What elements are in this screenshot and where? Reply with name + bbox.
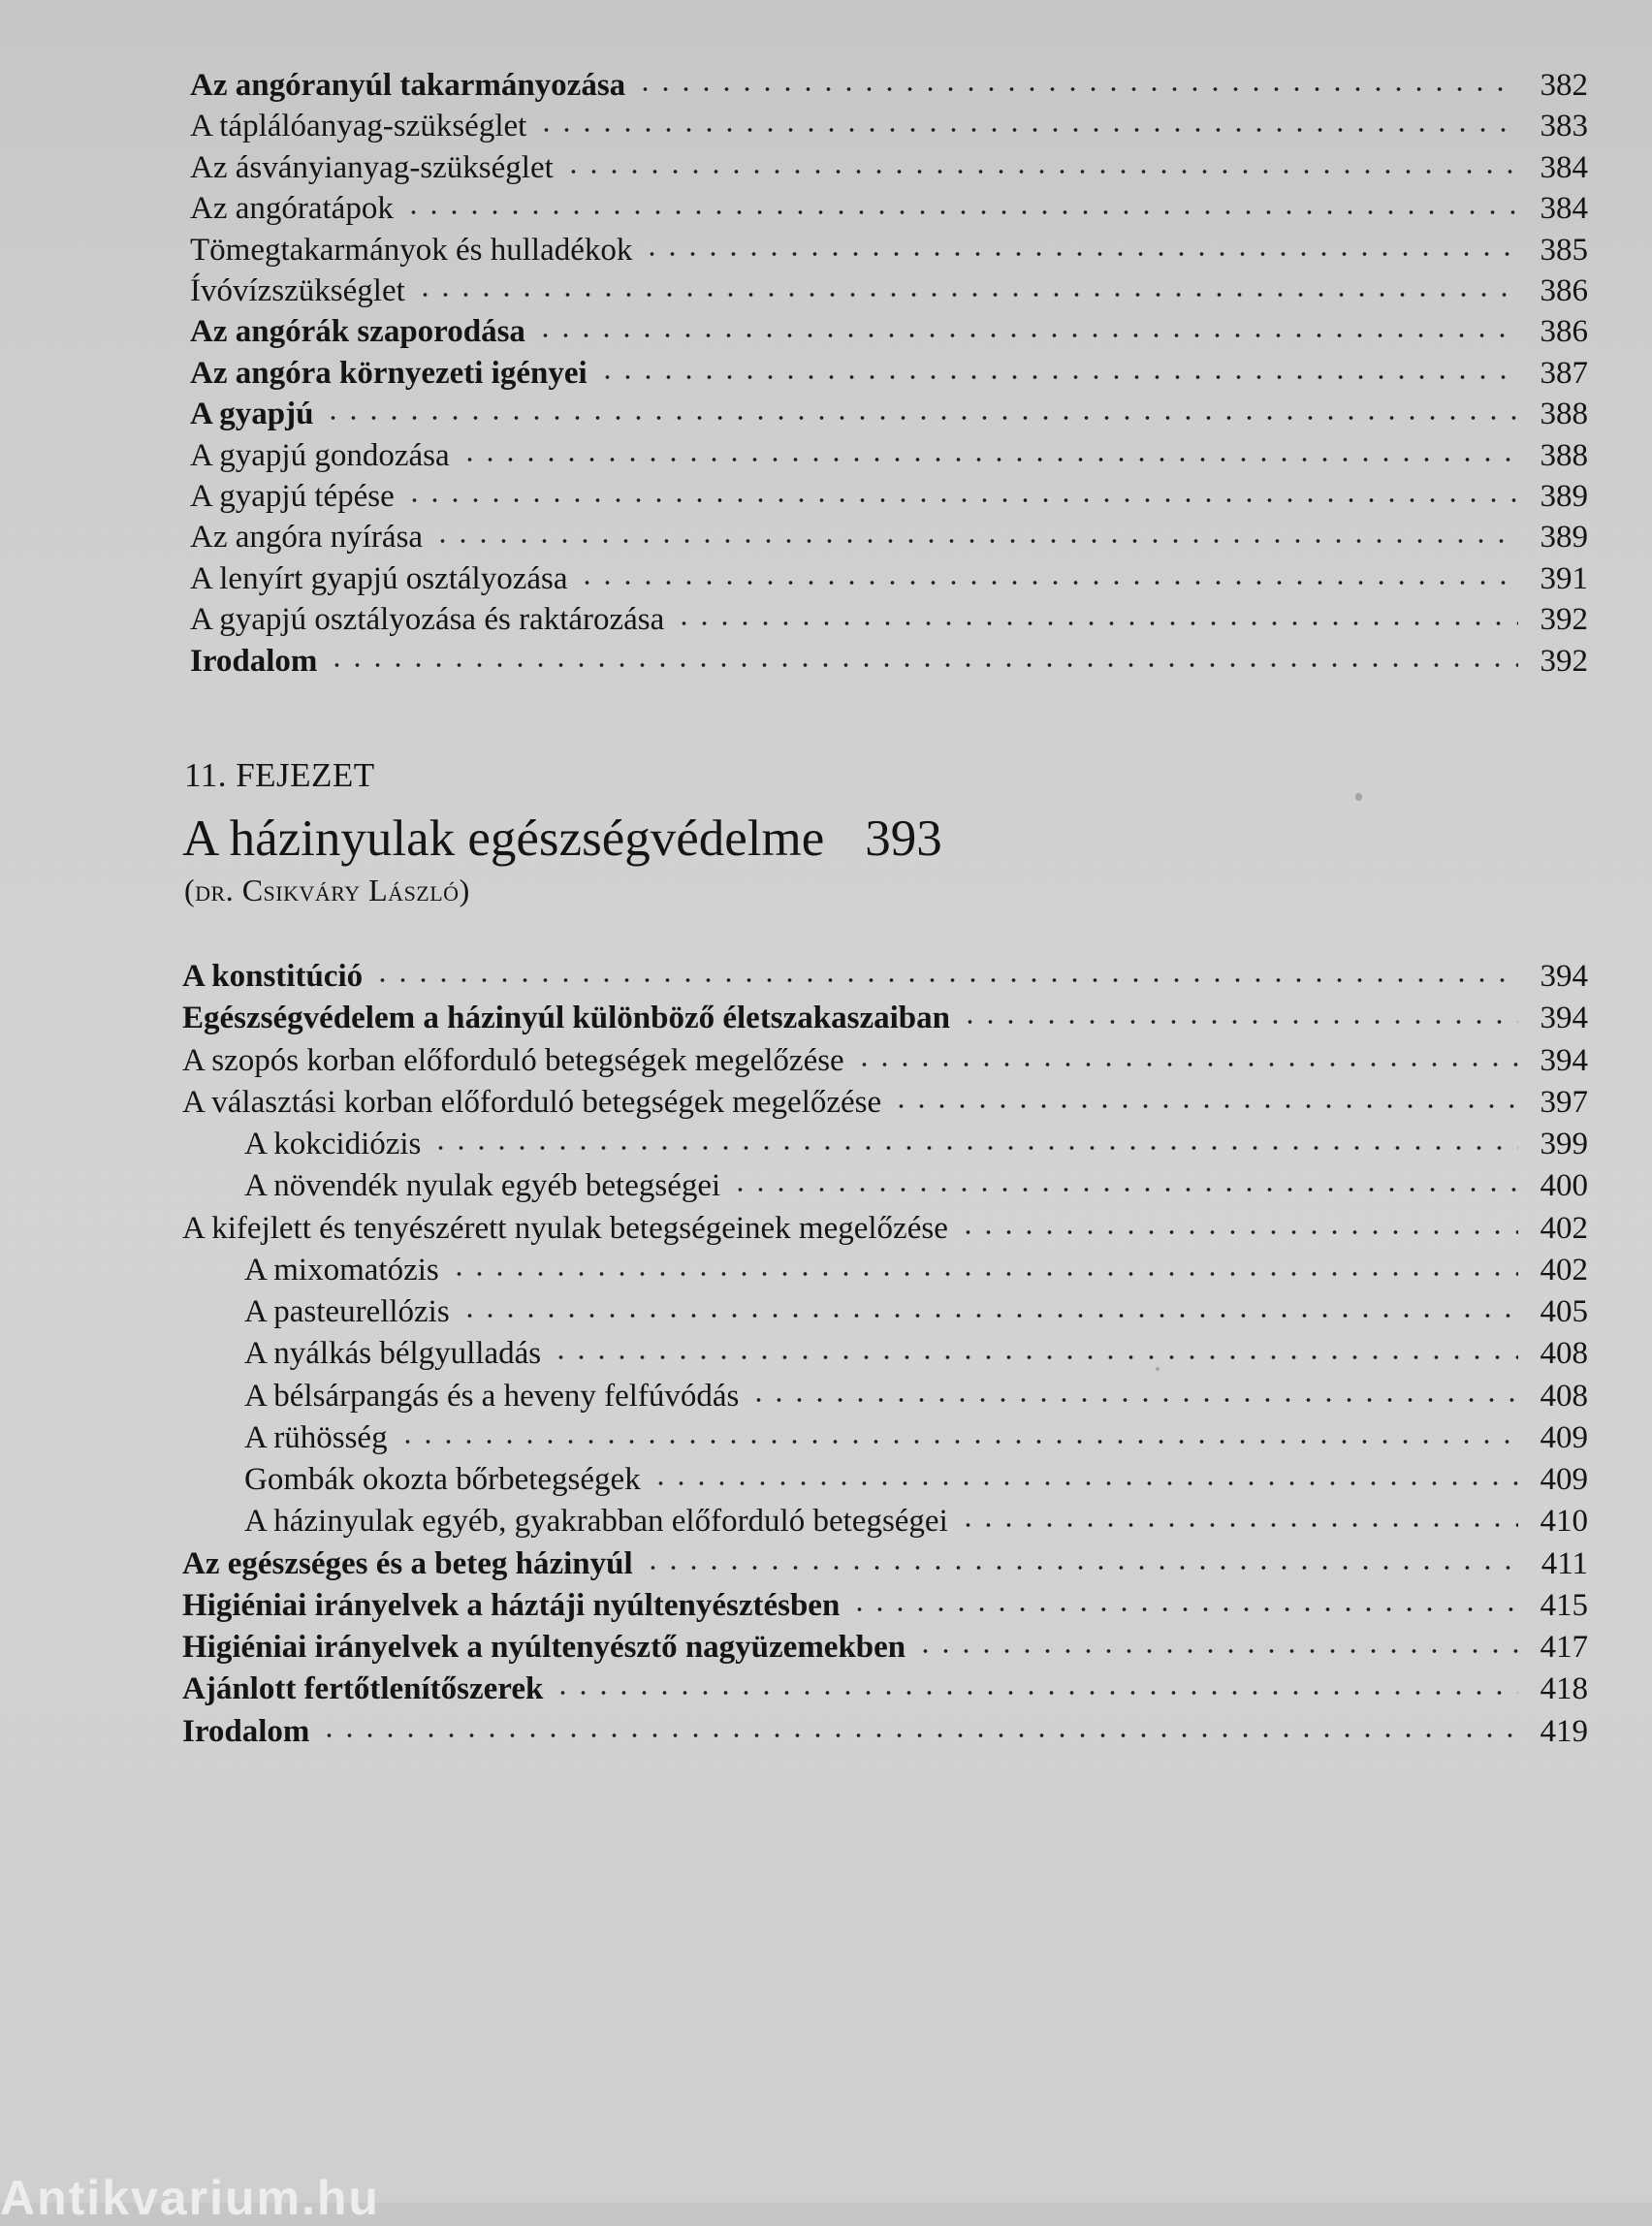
- toc-entry-page: 402: [1540, 1252, 1588, 1288]
- toc-entry-title: Tömegtakarmányok és hulladékok: [190, 232, 633, 268]
- toc-entry: [190, 395, 1588, 433]
- dot-leader: [958, 1226, 1518, 1238]
- toc-entry-page: 394: [1540, 959, 1588, 994]
- toc-entry-page: 388: [1540, 437, 1588, 473]
- dot-leader: [748, 1394, 1518, 1406]
- toc-entry-title: Az angóra nyírása: [190, 520, 424, 556]
- dot-leader: [430, 1142, 1518, 1154]
- toc-entry-title: A nyálkás bélgyulladás: [244, 1336, 542, 1372]
- toc-entry: [190, 642, 1588, 681]
- toc-entry-title: Az egészséges és a beteg házinyúl: [182, 1545, 633, 1581]
- dot-leader: [415, 289, 1518, 301]
- toc-entry: [244, 1418, 1588, 1457]
- toc-entry-title: A táplálóanyag-szükséglet: [190, 109, 527, 144]
- toc-entry-page: 409: [1540, 1462, 1588, 1497]
- toc-entry-page: 383: [1540, 109, 1588, 144]
- dot-leader: [674, 618, 1518, 629]
- toc-entry: [244, 1460, 1588, 1499]
- toc-entry-page: 386: [1540, 314, 1588, 350]
- toc-entry: [244, 1166, 1588, 1205]
- toc-entry: [182, 1083, 1588, 1122]
- dot-leader: [849, 1604, 1518, 1615]
- toc-entry-title: A szopós korban előforduló betegségek megelőzése: [182, 1042, 844, 1078]
- toc-entry: [244, 1377, 1588, 1415]
- toc-entry-title: A gyapjú: [190, 397, 314, 432]
- toc-entry: [190, 518, 1588, 556]
- toc-entry-page: 400: [1540, 1168, 1588, 1204]
- toc-entry-page: 411: [1541, 1545, 1588, 1581]
- toc-entry-title: Az angóratápok: [190, 191, 394, 227]
- dot-leader: [958, 1519, 1518, 1531]
- toc-entry-title: A kokcidiózis: [244, 1127, 422, 1161]
- toc-entry: [182, 1041, 1588, 1080]
- dot-leader: [449, 1268, 1518, 1280]
- toc-entry-title: Irodalom: [190, 643, 318, 679]
- dot-leader: [432, 535, 1518, 547]
- toc-entry: [190, 312, 1588, 351]
- dot-leader: [915, 1645, 1518, 1657]
- toc-entry-title: A házinyulak egyéb, gyakrabban előforduló betegségei: [244, 1504, 948, 1540]
- toc-entry-title: A növendék nyulak egyéb betegségei: [244, 1168, 721, 1204]
- dot-leader: [319, 1730, 1518, 1741]
- toc-entry-page: 402: [1540, 1210, 1588, 1246]
- dot-leader: [642, 248, 1518, 260]
- dot-leader: [730, 1184, 1518, 1195]
- toc-entry: [244, 1251, 1588, 1289]
- toc-entry: [182, 1544, 1588, 1583]
- dot-leader: [535, 330, 1518, 341]
- dot-leader: [635, 83, 1518, 95]
- toc-entry-page: 387: [1540, 355, 1588, 391]
- toc-entry: [190, 559, 1588, 598]
- dot-leader: [643, 1562, 1518, 1574]
- toc-entry-page: 391: [1540, 560, 1588, 596]
- dot-leader: [854, 1059, 1518, 1070]
- toc-entry-title: A konstitúció: [182, 959, 364, 994]
- dot-leader: [651, 1478, 1518, 1489]
- toc-entry-title: A kifejlett és tenyészérett nyulak betegségeinek megelőzése: [182, 1210, 948, 1246]
- toc-entry: [244, 1125, 1588, 1163]
- toc-entry: [244, 1334, 1588, 1373]
- toc-entry-page: 392: [1540, 602, 1588, 638]
- toc-entry-page: 392: [1540, 643, 1588, 679]
- dot-leader: [327, 659, 1518, 671]
- toc-entry-page: 389: [1540, 479, 1588, 514]
- toc-entry-page: 394: [1540, 1042, 1588, 1078]
- paper-speck: [1355, 793, 1362, 801]
- chapter-heading: [182, 810, 942, 868]
- dot-leader: [403, 207, 1518, 218]
- toc-entry: [190, 189, 1588, 228]
- dot-leader: [460, 454, 1518, 465]
- dot-leader: [960, 1016, 1518, 1028]
- toc-entry-title: Higiéniai irányelvek a háztáji nyúltenyésztésben: [182, 1587, 841, 1623]
- toc-entry: [190, 107, 1588, 145]
- toc-entry-page: 419: [1540, 1713, 1588, 1749]
- toc-entry-title: Ajánlott fertőtlenítőszerek: [182, 1671, 544, 1707]
- toc-entry-title: Egészségvédelem a házinyúl különböző életszakaszaiban: [182, 1001, 951, 1036]
- dot-leader: [536, 124, 1518, 136]
- toc-entry-title: Az angóra környezeti igényei: [190, 355, 588, 391]
- dot-leader: [397, 1436, 1518, 1447]
- toc-entry-title: Az angórák szaporodása: [190, 314, 525, 350]
- paper-speck: [1156, 1367, 1160, 1371]
- toc-entry-title: Gombák okozta bőrbetegségek: [244, 1462, 641, 1497]
- toc-entry: [182, 1670, 1588, 1708]
- toc-entry: [182, 1712, 1588, 1751]
- toc-entry-title: A rühösség: [244, 1419, 388, 1455]
- toc-entry-page: 409: [1540, 1419, 1588, 1455]
- toc-entry-page: 386: [1540, 273, 1588, 308]
- toc-entry-page: 408: [1540, 1336, 1588, 1372]
- toc-entry-title: A gyapjú osztályozása és raktározása: [190, 602, 665, 638]
- chapter-author: (dr. Csikváry László): [184, 873, 470, 907]
- toc-entry-page: 385: [1540, 232, 1588, 268]
- toc-entry-page: 388: [1540, 397, 1588, 432]
- dot-leader: [551, 1352, 1518, 1363]
- toc-entry-page: 394: [1540, 1001, 1588, 1036]
- toc-entry-page: 399: [1540, 1127, 1588, 1161]
- watermark: Antikvarium.hu: [0, 2171, 380, 2225]
- toc-entry-page: 410: [1540, 1504, 1588, 1540]
- toc-entry-title: A gyapjú tépése: [190, 479, 395, 514]
- toc-entry-title: A bélsárpangás és a heveny felfúvódás: [244, 1378, 740, 1414]
- toc-entry-page: 418: [1540, 1671, 1588, 1707]
- toc-entry-page: 384: [1540, 191, 1588, 227]
- toc-entry-title: A pasteurellózis: [244, 1294, 450, 1329]
- toc-entry: [182, 1628, 1588, 1667]
- toc-entry: [244, 1502, 1588, 1541]
- dot-leader: [891, 1100, 1518, 1112]
- toc-entry: [190, 231, 1588, 270]
- toc-entry: [244, 1292, 1588, 1331]
- toc-entry-page: 405: [1540, 1294, 1588, 1329]
- toc-entry-page: 382: [1540, 68, 1588, 103]
- toc-entry-page: 397: [1540, 1084, 1588, 1120]
- dot-leader: [404, 494, 1518, 506]
- chapter-title: A házinyulak egészségvédelme: [182, 811, 825, 867]
- toc-entry-title: A választási korban előforduló betegségek megelőzése: [182, 1084, 882, 1120]
- toc-entry: [190, 477, 1588, 516]
- toc-entry: [182, 957, 1588, 996]
- toc-entry: [190, 66, 1588, 105]
- dot-leader: [563, 166, 1518, 177]
- toc-entry: [182, 999, 1588, 1037]
- toc-entry-page: 417: [1540, 1630, 1588, 1665]
- dot-leader: [460, 1310, 1518, 1321]
- toc-entry: [190, 600, 1588, 639]
- chapter-page-number: 393: [865, 811, 942, 867]
- toc-entry-page: 408: [1540, 1378, 1588, 1414]
- toc-entry-title: Irodalom: [182, 1713, 310, 1749]
- toc-entry: [190, 354, 1588, 393]
- toc-entry-title: Az angóranyúl takarmányozása: [190, 68, 626, 103]
- toc-entry: [182, 1209, 1588, 1248]
- toc-entry-page: 389: [1540, 520, 1588, 556]
- toc-entry-title: A lenyírt gyapjú osztályozása: [190, 560, 568, 596]
- dot-leader: [577, 577, 1518, 588]
- toc-entry-title: Higiéniai irányelvek a nyúltenyésztő nagyüzemekben: [182, 1630, 906, 1665]
- toc-entry: [182, 1586, 1588, 1625]
- toc-entry-title: A mixomatózis: [244, 1252, 439, 1288]
- toc-entry: [190, 436, 1588, 475]
- toc-entry-page: 384: [1540, 149, 1588, 185]
- toc-entry: [190, 148, 1588, 187]
- toc-entry-page: 415: [1540, 1587, 1588, 1623]
- toc-entry-title: A gyapjú gondozása: [190, 437, 450, 473]
- toc-entry-title: Az ásványianyag-szükséglet: [190, 149, 554, 185]
- dot-leader: [323, 412, 1518, 424]
- toc-entry: [190, 271, 1588, 310]
- dot-leader: [553, 1687, 1518, 1699]
- dot-leader: [597, 371, 1518, 383]
- chapter-label: 11. FEJEZET: [184, 756, 375, 794]
- dot-leader: [372, 974, 1518, 986]
- toc-entry-title: Ívóvízszükséglet: [190, 273, 405, 308]
